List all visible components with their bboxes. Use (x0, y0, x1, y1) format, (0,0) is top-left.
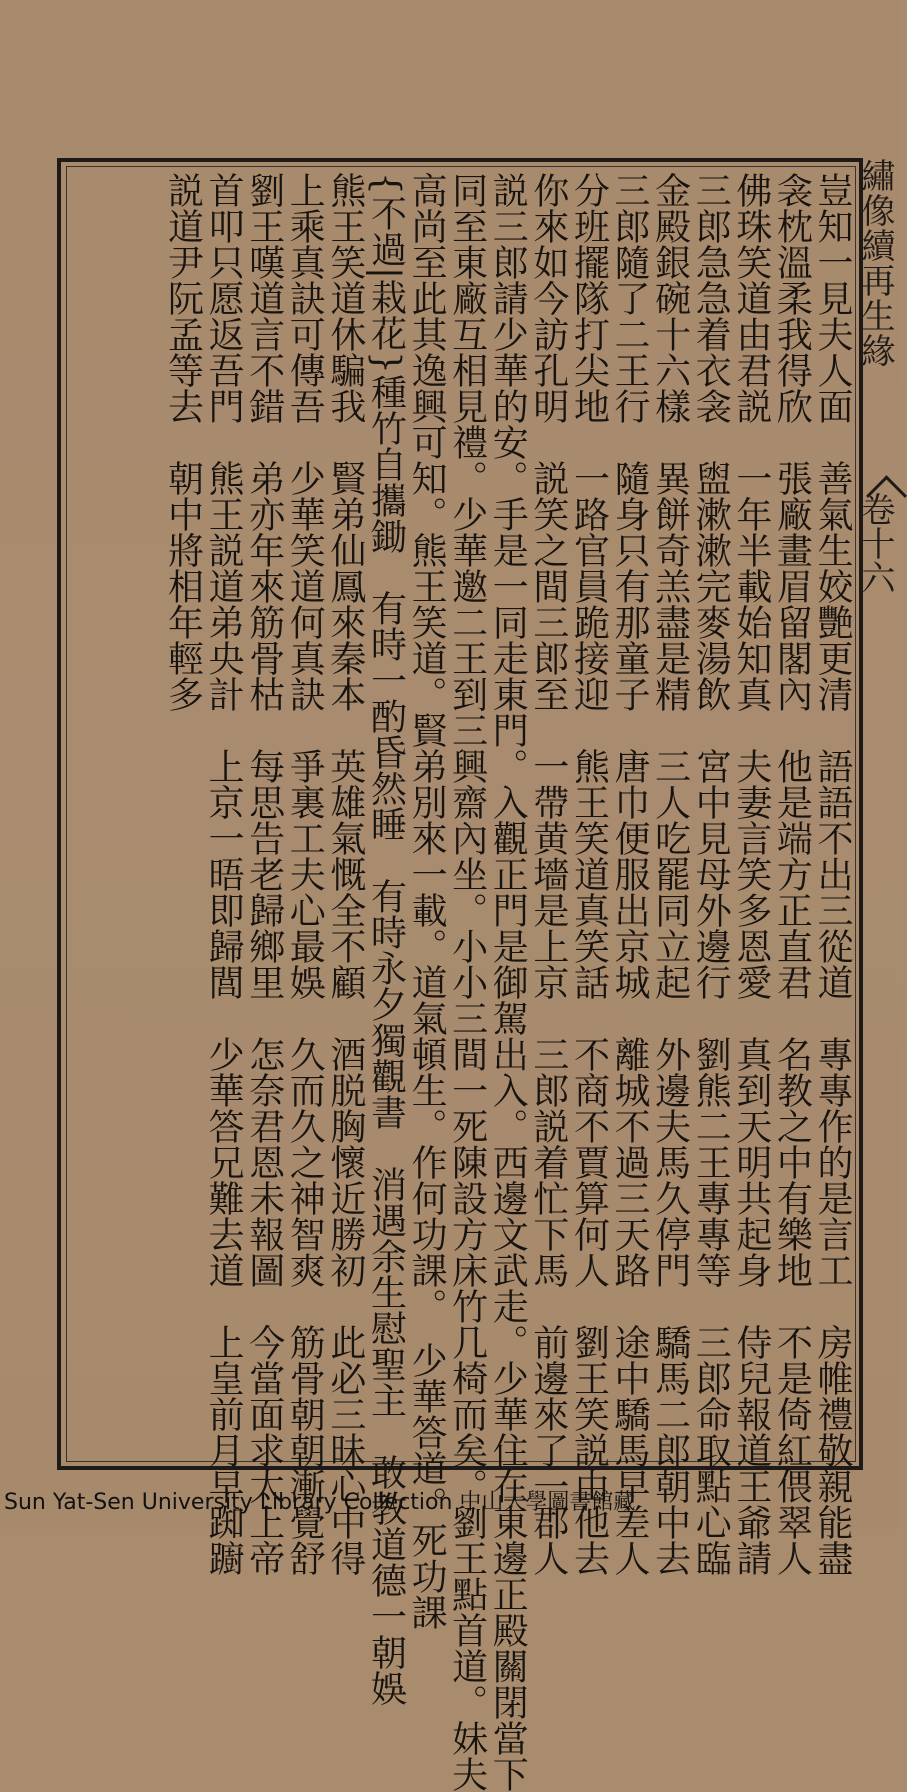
text-column: 你來如今訪孔明 説笑之間三郎至 一帶黄墻是上京 三郎説着忙下馬 前邊來了一郡人 (527, 172, 569, 1576)
text-column: 説道尹阮孟等去 朝中將相年輕多 (162, 172, 204, 712)
chapter-label: 卷十六 (855, 492, 895, 594)
text-column: 説三郎請少華的安。手是一同走東門。入觀正門是御駕出入。西邊文武走。少華住在東邊正殿關閉當下 (487, 172, 529, 1792)
text-column: 上乘真訣可傳吾 少華笑道何真訣 爭裏工夫心最娛 久而久之神智爽 筋骨朝朝漸覺舒 (284, 172, 326, 1576)
text-column: 金殿銀碗十六樣 異餅奇羔盡是精 三人吃罷同立起 外邊夫馬久停門 驕馬二郎朝中去 (649, 172, 691, 1576)
text-column: {不過|栽花}種竹自攜鋤 有時一酌昏然睡 有時永夕獨觀書 消遇余生慰聖主 敢教道德一朝娛 (365, 172, 407, 1706)
text-column: 佛珠笑道由君説 一年半載始知真 夫妻言笑多恩愛 真到天明共起身 侍兒報道王爺請 (730, 172, 772, 1576)
text-column: 三郎急急着衣衾 盥漱漱完麥湯飲 宮中見母外邊行 劉熊二王專專等 三郎命取點心臨 (690, 172, 732, 1576)
text-column: 高尚至此其逸興可知。熊王笑道。賢弟別來一載。道氣頓生。作何功課。 少華答道。死功課 (406, 172, 448, 1630)
text-column: 衾枕溫柔我得欣 張廠畫眉留閣內 他是端方正直君 名教之中有樂地 不是倚紅偎翠人 (771, 172, 813, 1576)
text-column: 熊王笑道休騙我 賢弟仙鳳來秦本 英雄氣慨全不顧 酒脱胸懷近勝初 此必三昧心中得 (324, 172, 366, 1576)
text-column: 同至東廠互相見禮。少華邀二王到三興齋內坐。小小三間一死陳設方床竹几椅而矣。劉王點首道。妹夫 (446, 172, 488, 1792)
text-column: 劉王嘆道言不錯 弟亦年來筋骨枯 每思告老歸鄉里 怎奈君恩未報圖 今當面求太上帝 (243, 172, 285, 1576)
text-column: 三郎隨了二王行 隨身只有那童子 唐巾便服出京城 離城不過三天路 途中驕馬早差人 (609, 172, 651, 1576)
book-title: 繡像續再生緣 (855, 158, 895, 368)
text-column: 豈知一見夫人面 善氣生姣艷更清 語語不出三從道 專專作的是言工 房帷禮敬親能盡 (812, 172, 853, 1576)
library-credit: Sun Yat-Sen University Library Collection 中山大學圖書館藏 (4, 1490, 636, 1515)
text-column: 首叩只愿返吾門 熊王説道弟央計 上京一晤即歸閭 少華答兄難去道 上皇前月早踟躕 (203, 172, 245, 1576)
text-column: 分班擺隊打尖地 一路官員跪接迎 熊王笑道真笑話 不商不賈算何人 劉王笑説由他去 (568, 172, 610, 1576)
